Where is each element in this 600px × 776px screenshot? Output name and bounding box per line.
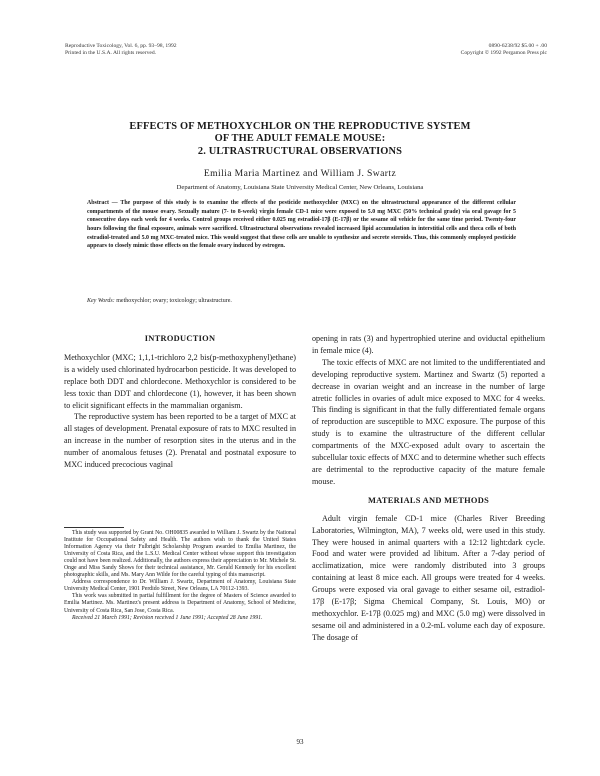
title-line-1: EFFECTS OF METHOXYCHLOR ON THE REPRODUCTIVE SYSTEM xyxy=(129,121,471,132)
running-header-left xyxy=(65,43,177,56)
intro-continued: opening in rats (3) and hypertrophied uterine and oviductal epithelium in female mice (4). xyxy=(312,334,545,355)
header-copyright: Copyright © 1992 Pergamon Press plc xyxy=(460,49,547,56)
intro-paragraph-2: The reproductive system has been reported to be a target of MXC at all stages of development. Prenatal exposure of rats to MXC resulted in an increase in the number of resorption sites in the uterus and in the number of anomalous fetuses (2). Prenatal and postnatal exposure to MXC induced precocious vaginal xyxy=(64,412,296,470)
footnote-degree: This work was submitted in partial fulfillment for the degree of Masters of Science awarded to Emilia Martinez. Ms. Martinez's present address is Department of Anatomy, School of Medicine, University of Costa Rica, San Jose, Costa Rica. xyxy=(64,593,296,614)
abstract-text: The purpose of this study is to examine the effects of the pesticide methoxychlor (MXC) on the ultrastructural appearance of the different cellular compartments of the mouse ovary. Sexually mature (7- to 8-week) virgin female CD-1 mice were exposed to 5.0 mg MXC (50% technical grade) via oral gavage for 5 consecutive days each week for 4 weeks. Control groups received either 0.025 mg estradiol-17β (E-17β) or the sesame oil vehicle for the same time period. Twenty-four hours following the final exposure, animals were sacrificed. Ultrastructural observations revealed increased lipid accumulation in interstitial cells and theca cells of both estradiol-treated and 5.0 mg MXC-treated mice. This would suggest that these cells are unable to synthesize and secrete steroids. Thus, this commonly employed pesticide appears to closely mimic those effects on the female ovary induced by estrogen. xyxy=(87,200,516,250)
intro-paragraph-1: Methoxychlor (MXC; 1,1,1-trichloro 2,2 bis(p-methoxyphenyl)ethane) is a widely used chlorinated hydrocarbon pesticide. It was developed to replace both DDT and chlordecone. Methoxychlor is considered to be less toxic than DDT and chlordecone (1), however, it has been shown to elicit significant effects in the mammalian organism. xyxy=(64,352,296,410)
left-column xyxy=(64,333,296,471)
author-affiliation: Department of Anatomy, Louisiana State University Medical Center, New Orleans, Louisiana xyxy=(176,184,424,191)
running-header-right xyxy=(405,43,547,56)
header-printed: Printed in the U.S.A. All rights reserved. xyxy=(65,49,157,56)
author-list: Emilia Maria Martinez and William J. Swartz xyxy=(203,168,397,179)
right-column xyxy=(312,333,545,644)
keywords-text: methoxychlor; ovary; toxicology; ultrastructure. xyxy=(116,298,232,304)
methods-heading: MATERIALS AND METHODS xyxy=(367,495,490,505)
methods-paragraph-1: Adult virgin female CD-1 mice (Charles River Breeding Laboratories, Wilmington, MA), 7 weeks old, were used in this study. They were housed in animal quarters with a 12:12 light:dark cycle. Food and water were provided ad libitum. After a 7-day period of acclimatization, mice were randomly distributed into 3 groups containing at least 8 mice each. All groups were treated for 4 weeks. Groups were exposed via oral gavage to either sesame oil, estradiol-17β (E-17β; Sigma Chemical Company, St. Louis, MO) or methoxychlor. E-17β (0.025 mg) and MXC (5.0 mg) were dissolved in sesame oil and administered in a 0.2-mL volume each day of exposure. The dosage of xyxy=(312,513,545,642)
page-number: 93 xyxy=(296,738,304,746)
abstract xyxy=(87,199,516,251)
header-citation: Reproductive Toxicology, Vol. 6, pp. 93–98, 1992 xyxy=(65,43,177,49)
abstract-label: Abstract — xyxy=(87,200,118,206)
footnote-rule xyxy=(64,527,124,528)
received-dates: Received 21 March 1991; Revision received 1 June 1991; Accepted 28 June 1991. xyxy=(72,614,263,621)
keywords xyxy=(87,298,516,304)
header-issn: 0890-6238/92 $5.00 + .00 xyxy=(488,43,547,49)
footnote-funding: This study was supported by Grant No. OH00835 awarded to William J. Swartz by the National Institute for Occupational Safety and Health. The authors wish to thank the United States Information Agency via their Fulbright Scholarship Program awarded to Emilia Martinez, the University of Costa Rica, and the L.S.U. Medical Center without whose support this investigation could not have been realized. Additionally, the authors express their appreciation to Mr. Michele St. Onge and Miss Sandy Shows for their technical assistance, Mr. Gerald Kennedy for his excellent photographic skills, and Ms. Mary Ann Wilde for the careful typing of this manuscript. xyxy=(64,530,296,579)
title-line-3: 2. ULTRASTRUCTURAL OBSERVATIONS xyxy=(197,145,403,157)
footnotes xyxy=(64,530,296,622)
introduction-heading: INTRODUCTION xyxy=(144,334,216,343)
footnote-correspondence: Address correspondence to Dr. William J. Swartz, Department of Anatomy, Louisiana State University Medical Center, 1901 Perdido Street, New Orleans, LA 70112-1393. xyxy=(64,579,296,593)
title-line-2: OF THE ADULT FEMALE MOUSE: xyxy=(214,133,386,145)
intro-paragraph-3: The toxic effects of MXC are not limited to the undifferentiated and developing reproductive system. Martinez and Swartz (5) reported a decrease in ovarian weight and an increase in the number of large atretic follicles in ovaries of adult mice exposed to MXC for 4 weeks. This finding is significant in that the fully differentiated female organs of reproduction are susceptible to MXC exposure. The purpose of this study is to examine the ultrastructure of the different cellular compartments of the MXC-exposed adult ovary to ascertain the subcellular toxic effects of MXC and to determine whether such effects are detrimental to the reproductive capacity of the mature female mouse. xyxy=(312,357,545,486)
article-title xyxy=(60,121,540,158)
keywords-label: Key Words: xyxy=(87,298,115,304)
